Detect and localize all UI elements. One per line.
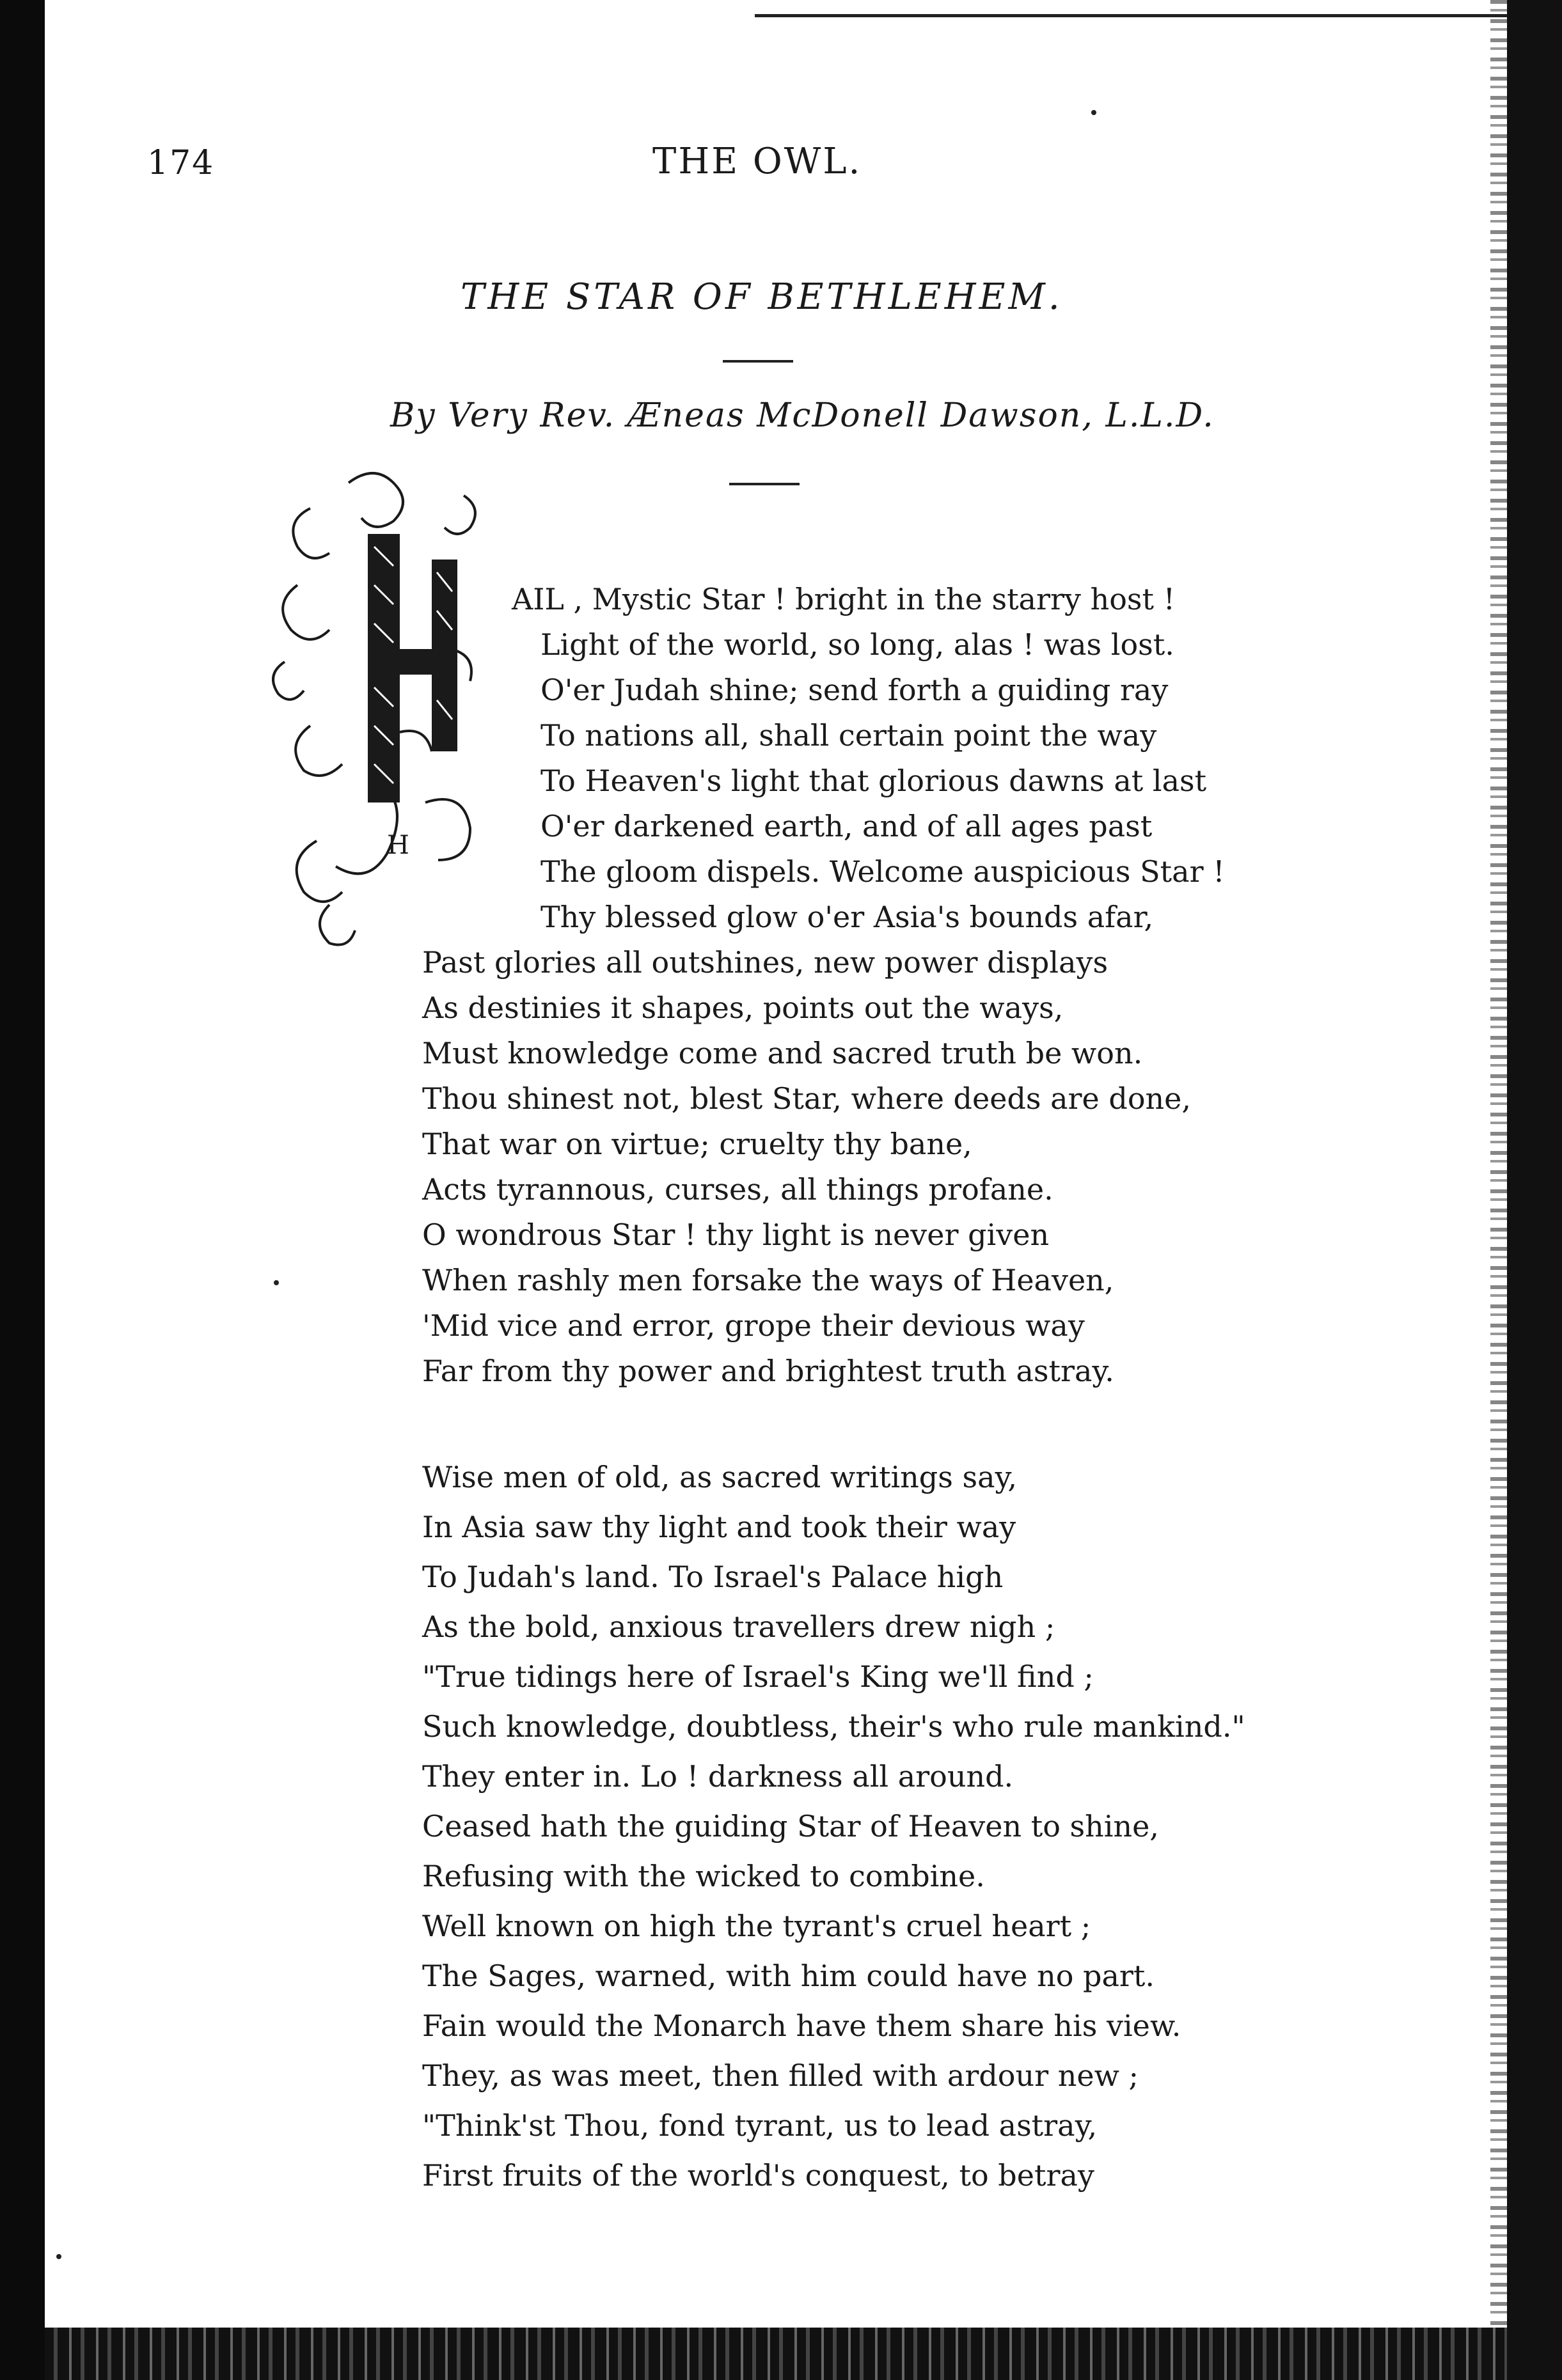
verse-line: "Think'st Thou, fond tyrant, us to lead astray, (422, 2108, 1098, 2143)
verse-line: O wondrous Star ! thy light is never given (422, 1217, 1050, 1252)
verse-line: "True tidings here of Israel's King we'll find ; (422, 1659, 1094, 1694)
verse-line: Thy blessed glow o'er Asia's bounds afar, (540, 900, 1154, 934)
verse-line: Refusing with the wicked to combine. (422, 1859, 985, 1893)
verse-line: In Asia saw thy light and took their way (422, 1510, 1016, 1544)
running-head: THE OWL. (652, 141, 862, 182)
verse-line: Wise men of old, as sacred writings say, (422, 1460, 1017, 1494)
scan-border-left (0, 0, 45, 2380)
verse-line: First fruits of the world's conquest, to betray (422, 2158, 1094, 2193)
verse-line: Far from thy power and brightest truth astray. (422, 1354, 1114, 1388)
verse-line: To Judah's land. To Israel's Palace high (422, 1560, 1004, 1594)
verse-line: O'er Judah shine; send forth a guiding ray (540, 673, 1169, 707)
poem-title: THE STAR OF BETHLEHEM. (461, 276, 1063, 318)
verse-line: Fain would the Monarch have them share his view. (422, 2008, 1181, 2043)
verse-line: That war on virtue; cruelty thy bane, (422, 1127, 972, 1161)
verse-line: Thou shinest not, blest Star, where deeds are done, (422, 1081, 1191, 1116)
ornamental-drop-cap-h-icon (272, 457, 509, 956)
verse-line: They, as was meet, then filled with ardour new ; (422, 2058, 1139, 2093)
verse-line: As destinies it shapes, points out the ways, (422, 990, 1064, 1025)
verse-line: The gloom dispels. Welcome auspicious Star ! (540, 854, 1225, 889)
speck (1091, 110, 1096, 115)
verse-line: When rashly men forsake the ways of Heaven, (422, 1263, 1114, 1297)
verse-line: As the bold, anxious travellers drew nigh ; (422, 1609, 1055, 1644)
title-dash (723, 360, 793, 363)
verse-line: Must knowledge come and sacred truth be won. (422, 1036, 1143, 1070)
page-number: 174 (147, 144, 215, 182)
verse-line: O'er darkened earth, and of all ages past (540, 809, 1153, 843)
verse-line: They enter in. Lo ! darkness all around. (422, 1759, 1014, 1794)
speck (274, 1280, 279, 1285)
drop-cap-letter: H (387, 831, 409, 860)
verse-line: Such knowledge, doubtless, their's who rule mankind." (422, 1709, 1245, 1744)
verse-line: Acts tyrannous, curses, all things profane. (422, 1172, 1053, 1207)
verse-line: 'Mid vice and error, grope their devious way (422, 1308, 1085, 1343)
verse-line: To nations all, shall certain point the way (540, 718, 1157, 753)
verse-line: Light of the world, so long, alas ! was lost. (540, 627, 1174, 662)
scan-border-bottom (45, 2328, 1507, 2380)
verse-line: Ceased hath the guiding Star of Heaven to shine, (422, 1809, 1159, 1844)
verse-line: Well known on high the tyrant's cruel heart ; (422, 1909, 1091, 1943)
verse-line: AIL , Mystic Star ! bright in the starry host ! (512, 582, 1176, 616)
scan-border-right (1507, 0, 1562, 2380)
verse-line: To Heaven's light that glorious dawns at last (540, 763, 1207, 798)
scan-top-rule (755, 14, 1507, 17)
byline: By Very Rev. Æneas McDonell Dawson, L.L.D. (390, 396, 1215, 435)
speck (56, 2254, 61, 2259)
byline-rule (729, 483, 800, 485)
verse-line: The Sages, warned, with him could have no part. (422, 1959, 1155, 1993)
verse-line: Past glories all outshines, new power displays (422, 945, 1108, 980)
